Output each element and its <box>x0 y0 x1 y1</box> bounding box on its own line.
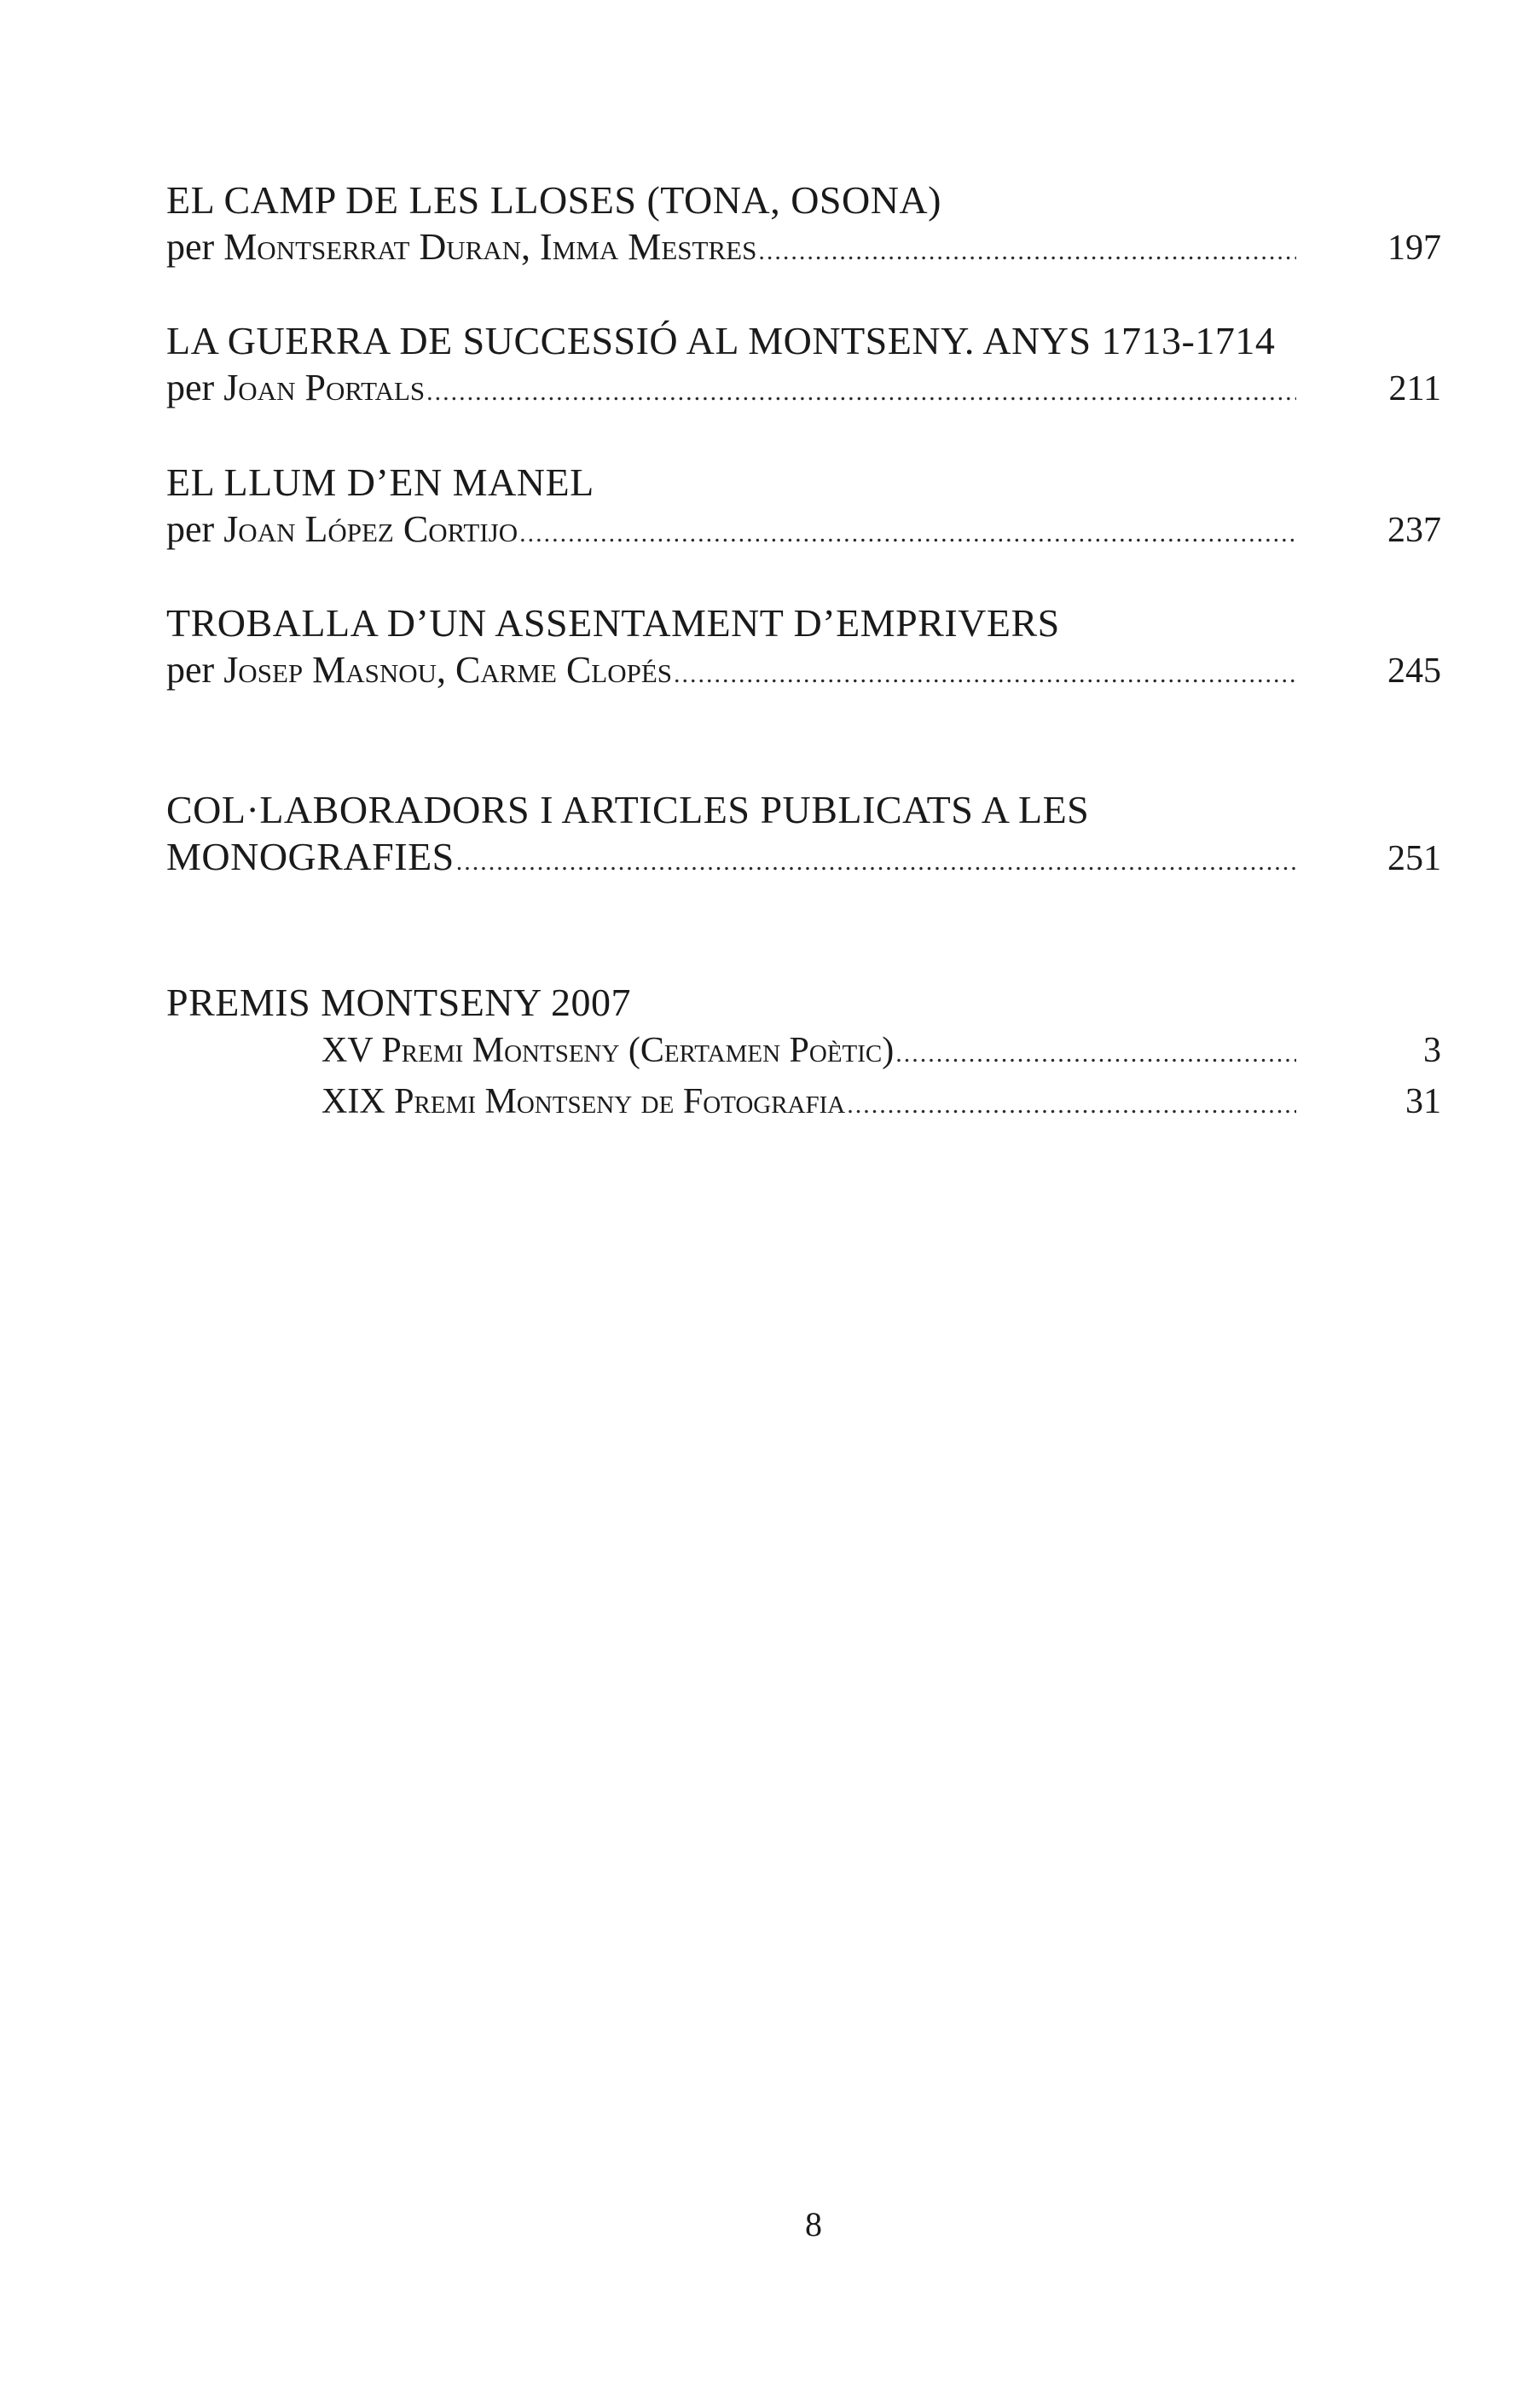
toc-entry-title: TROBALLA D’UN ASSENTAMENT D’EMPRIVERS <box>166 601 1060 645</box>
page-reference: 31 <box>1405 1082 1441 1121</box>
page-reference: 3 <box>1423 1031 1441 1070</box>
toc-entry-title: LA GUERRA DE SUCCESSIÓ AL MONTSENY. ANYS 1713-1714 <box>166 319 1276 362</box>
toc-entry <box>166 317 1441 415</box>
author-line <box>166 365 425 411</box>
author-names: Montserrat Duran, Imma Mestres <box>223 226 757 268</box>
page-reference: 197 <box>1387 229 1441 268</box>
dot-leader <box>847 1081 1296 1129</box>
toc-entry-premis <box>166 979 1441 1129</box>
per-label: per <box>166 649 215 691</box>
per-label: per <box>166 508 215 550</box>
premis-item-label: XV Premi Montseny (Certamen Poètic) <box>321 1031 895 1070</box>
author-names: Joan Portals <box>223 367 426 408</box>
toc-entry <box>166 459 1441 557</box>
collaborators-title-line2: MONOGRAFIES <box>166 835 455 878</box>
premis-item-label: XIX Premi Montseny de Fotografia <box>321 1082 846 1121</box>
page-reference: 245 <box>1387 651 1441 691</box>
dot-leader <box>519 511 1296 557</box>
collaborators-title-line1: COL·LABORADORS I ARTICLES PUBLICATS A LES <box>166 788 1090 831</box>
page-reference: 237 <box>1387 511 1441 550</box>
page-reference: 211 <box>1388 369 1441 408</box>
toc-entry-author-line <box>166 647 1441 698</box>
premis-item <box>166 1027 1441 1078</box>
page-reference: 251 <box>1387 839 1441 878</box>
page-number: 8 <box>805 2205 822 2243</box>
toc-entry-title: EL CAMP DE LES LLOSES (TONA, OSONA) <box>166 178 941 222</box>
per-label: per <box>166 226 215 268</box>
toc-entry-author-line <box>166 506 1441 557</box>
collaborators-title-line2-row <box>166 834 1441 885</box>
author-names: Joan López Cortijo <box>223 508 518 550</box>
toc-entry <box>166 177 1441 275</box>
author-names: Josep Masnou, Carme Clopés <box>223 649 673 691</box>
dot-leader <box>895 1030 1296 1078</box>
toc-entry-author-line <box>166 365 1441 415</box>
toc-entry-title: EL LLUM D’EN MANEL <box>166 460 594 504</box>
dot-leader <box>758 229 1296 275</box>
author-line <box>166 506 518 553</box>
author-line <box>166 224 756 270</box>
per-label: per <box>166 367 215 408</box>
toc-entry-collaborators <box>166 786 1441 885</box>
dot-leader <box>456 839 1296 885</box>
toc-entry <box>166 599 1441 698</box>
premis-title: PREMIS MONTSENY 2007 <box>166 981 632 1024</box>
toc-entry-author-line <box>166 224 1441 275</box>
dot-leader <box>674 651 1296 698</box>
dot-leader <box>426 369 1296 415</box>
premis-item <box>166 1078 1441 1129</box>
author-line <box>166 647 672 693</box>
